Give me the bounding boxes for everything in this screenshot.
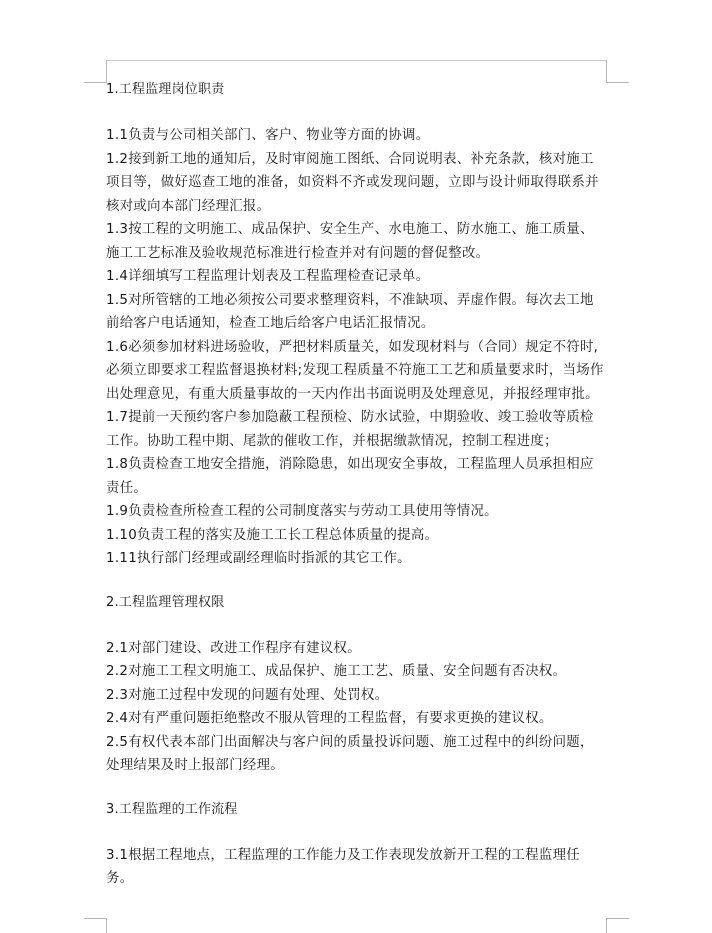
list-item: 1.7提前一天预约客户参加隐蔽工程预检、防水试验，中期验收、竣工验收等质检工作。协助工程中期、尾款的催收工作，并根据缴款情况，控制工程进度；	[106, 410, 594, 449]
list-item: 3.1根据工程地点，工程监理的工作能力及工作表现发放新开工程的工程监理任务。	[106, 847, 580, 886]
list-item: 2.5有权代表本部门出面解决与客户间的质量投诉问题、施工过程中的纠纷问题，处理结果及时上报部门经理。	[106, 734, 594, 773]
list-item: 1.10负责工程的落实及施工工长工程总体质量的提高。	[106, 527, 439, 543]
list-item: 1.2接到新工地的通知后，及时审阅施工图纸、合同说明表、补充条款，核对施工项目等，做好巡查工地的准备，如资料不齐或发现问题，立即与设计师取得联系并核对或向本部门经理汇报。	[106, 151, 599, 214]
list-item: 1.1负责与公司相关部门、客户、物业等方面的协调。	[106, 128, 430, 143]
list-item: 1.5对所管辖的工地必须按公司要求整理资料，不准缺项、弄虚作假。每次去工地前给客户电话通知，检查工地后给客户电话汇报情况。	[106, 292, 594, 331]
list-item: 2.4对有严重问题拒绝整改不服从管理的工程监督，有要求更换的建议权。	[106, 711, 553, 726]
section-heading: 2.工程监理管理权限	[106, 594, 225, 610]
margin-mark-top-right	[606, 60, 629, 83]
list-item: 1.4详细填写工程监理计划表及工程监理检查记录单。	[106, 269, 430, 284]
list-item: 1.6必须参加材料进场验收，严把材料质量关，如发现材料与（合同）规定不符时,必须立即要求工程监督退换材料;发现工程质量不符施工工艺和质量要求时，当场作出处理意见，有重大质量事故的一天内作出书面说明及处理意见，并报经理审批。	[106, 339, 604, 402]
page-top-border	[106, 60, 606, 61]
margin-mark-bottom-right	[606, 918, 629, 933]
list-item: 1.8负责检查工地安全措施，消除隐患，如出现安全事故，工程监理人员承担相应责任。	[106, 457, 594, 496]
list-item: 2.2对施工工程文明施工、成品保护、施工工艺、质量、安全问题有否决权。	[106, 664, 567, 679]
section-heading: 3.工程监理的工作流程	[106, 801, 238, 817]
margin-mark-top-left	[84, 60, 107, 83]
list-item: 1.11执行部门经理或副经理临时指派的其它工作。	[106, 551, 411, 566]
section-heading: 1.工程监理岗位职责	[106, 82, 225, 97]
list-item: 2.1对部门建设、改进工作程序有建议权。	[106, 640, 361, 656]
list-item: 1.3按工程的文明施工、成品保护、安全生产、水电施工、防水施工、施工质量、施工工艺标准及验收规范标准进行检查并对有问题的督促整改。	[106, 222, 594, 261]
list-item: 2.3对施工过程中发现的问题有处理、处罚权。	[106, 687, 389, 703]
document-body	[106, 78, 606, 891]
list-item: 1.9负责检查所检查工程的公司制度落实与劳动工具使用等情况。	[106, 504, 498, 519]
margin-mark-bottom-left	[84, 918, 107, 933]
